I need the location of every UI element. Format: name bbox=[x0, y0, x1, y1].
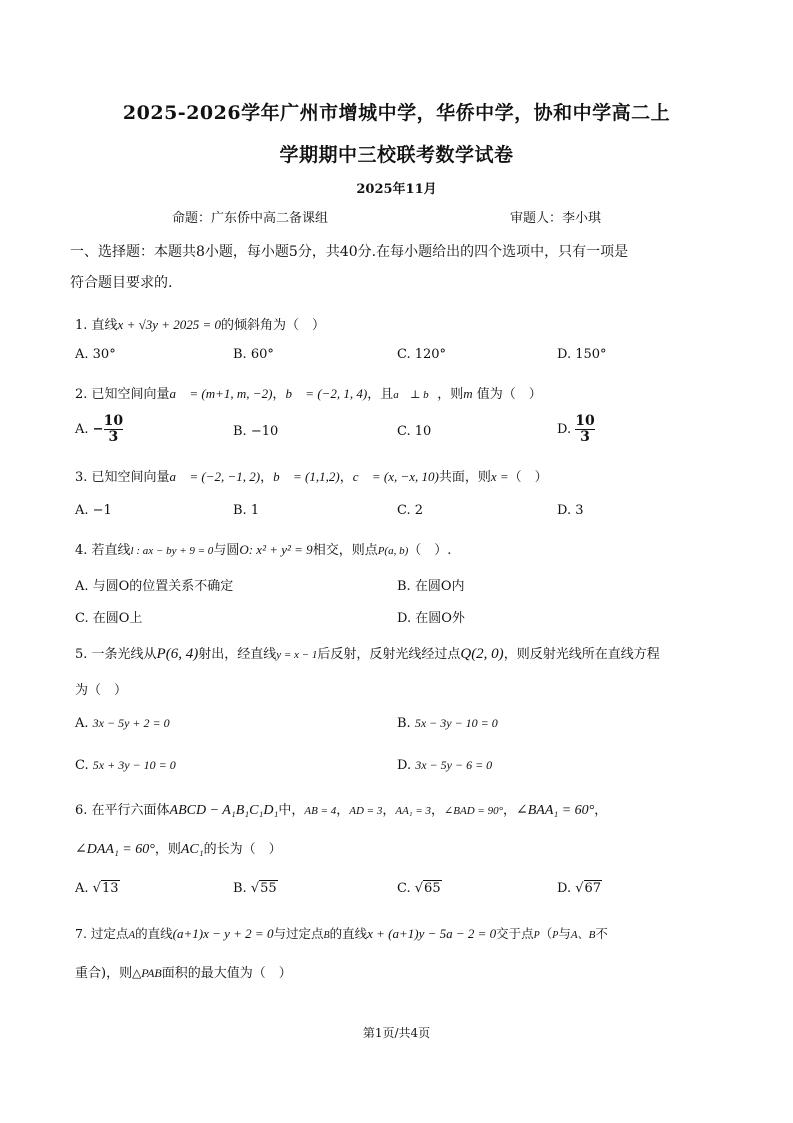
question-3-stem: 3. 已知空间向量a⃗ = (−2, −1, 2)，b⃗ = (1,1,2)，c⃗ = (x, −x, 10)共面，则x =（ ） bbox=[75, 469, 548, 485]
question-2-option-a[interactable]: A. − $\frac{10}{3}$ bbox=[75, 413, 124, 445]
question-5-option-c[interactable]: C. 5x + 3y − 10 = 0 bbox=[75, 758, 176, 773]
question-5-option-a[interactable]: A. 3x − 5y + 2 = 0 bbox=[75, 716, 170, 731]
question-4-option-d[interactable]: D. 在圆O外 bbox=[397, 611, 465, 626]
question-2-stem: 2. 已知空间向量a⃗ = (m+1, m, −2)，b⃗ = (−2, 1, 4)，且a⃗ ⊥ b⃗，则m 值为（ ） bbox=[75, 386, 542, 402]
question-6-option-d[interactable]: D. √67 bbox=[557, 881, 602, 896]
exam-title-line2: 学期期中三校联考数学试卷 bbox=[279, 144, 514, 166]
question-2-option-b[interactable]: B. −10 bbox=[233, 424, 279, 439]
question-6-stem: 6. 在平行六面体ABCD − A₁B₁C₁D₁中，AB = 4，AD = 3，AA₁ = 3，∠BAD = 90°，∠BAA₁ = 60°， bbox=[75, 803, 608, 818]
question-7-stem: 7. 过定点A的直线(a+1)x − y + 2 = 0与过定点B的直线x + (a+1)y − 5a − 2 = 0交于点P（P与A、B不 bbox=[75, 926, 608, 941]
question-3-option-a[interactable]: A. −1 bbox=[75, 503, 112, 518]
question-7-stem-line2: 重合)，则△PAB面积的最大值为（ ） bbox=[75, 966, 292, 981]
question-1-option-a[interactable]: A. 30° bbox=[75, 347, 116, 362]
question-3-option-c[interactable]: C. 2 bbox=[397, 503, 424, 518]
exam-author: 命题：广东侨中高二备课组 bbox=[172, 211, 329, 226]
section-heading-line2: 符合题目要求的. bbox=[70, 275, 173, 291]
question-4-option-a[interactable]: A. 与圆O的位置关系不确定 bbox=[75, 579, 234, 594]
exam-date: 2025年11月 bbox=[356, 182, 437, 197]
question-4-option-b[interactable]: B. 在圆O内 bbox=[397, 579, 465, 594]
question-6-stem-line2: ∠DAA₁ = 60°，则AC₁的长为（ ） bbox=[75, 842, 282, 857]
question-5-stem-line2: 为（ ） bbox=[75, 683, 128, 698]
fraction-10-over-3: $\frac{10}{3}$ bbox=[575, 413, 595, 445]
question-5-option-d[interactable]: D. 3x − 5y − 6 = 0 bbox=[397, 758, 493, 773]
section-heading-line1: 一、选择题：本题共8小题，每小题5分，共40分.在每小题给出的四个选项中，只有一项是 bbox=[70, 244, 629, 260]
question-6-option-b[interactable]: B. √55 bbox=[233, 881, 277, 896]
question-1-option-b[interactable]: B. 60° bbox=[233, 347, 274, 362]
question-1-option-c[interactable]: C. 120° bbox=[397, 347, 447, 362]
exam-reviewer: 审题人：李小琪 bbox=[510, 211, 602, 226]
question-2-option-d[interactable]: D. $\frac{10}{3}$ bbox=[557, 413, 595, 445]
question-5-stem: 5. 一条光线从P(6, 4)射出，经直线y = x − 1后反射，反射光线经过点Q(2, 0)，则反射光线所在直线方程 bbox=[75, 646, 660, 662]
question-3-option-d[interactable]: D. 3 bbox=[557, 503, 584, 518]
page-footer: 第1页/共4页 bbox=[362, 1026, 431, 1040]
exam-title-line1: 2025-2026学年广州市增城中学，华侨中学，协和中学高二上 bbox=[122, 102, 671, 124]
question-6-option-a[interactable]: A. √13 bbox=[75, 881, 119, 896]
fraction-neg-10-over-3: $\frac{10}{3}$ bbox=[103, 413, 124, 445]
question-1-option-d[interactable]: D. 150° bbox=[557, 347, 607, 362]
question-6-option-c[interactable]: C. √65 bbox=[397, 881, 441, 896]
question-1-stem: 1. 直线x + √3y + 2025 = 0的倾斜角为（ ） bbox=[75, 317, 326, 333]
question-4-option-c[interactable]: C. 在圆O上 bbox=[75, 611, 143, 626]
question-2-option-c[interactable]: C. 10 bbox=[397, 424, 432, 439]
question-3-option-b[interactable]: B. 1 bbox=[233, 503, 260, 518]
question-4-stem: 4. 若直线l : ax − by + 9 = 0与圆O: x² + y² = 9相交，则点P(a, b)（ ）. bbox=[75, 542, 452, 558]
question-5-option-b[interactable]: B. 5x − 3y − 10 = 0 bbox=[397, 716, 498, 731]
